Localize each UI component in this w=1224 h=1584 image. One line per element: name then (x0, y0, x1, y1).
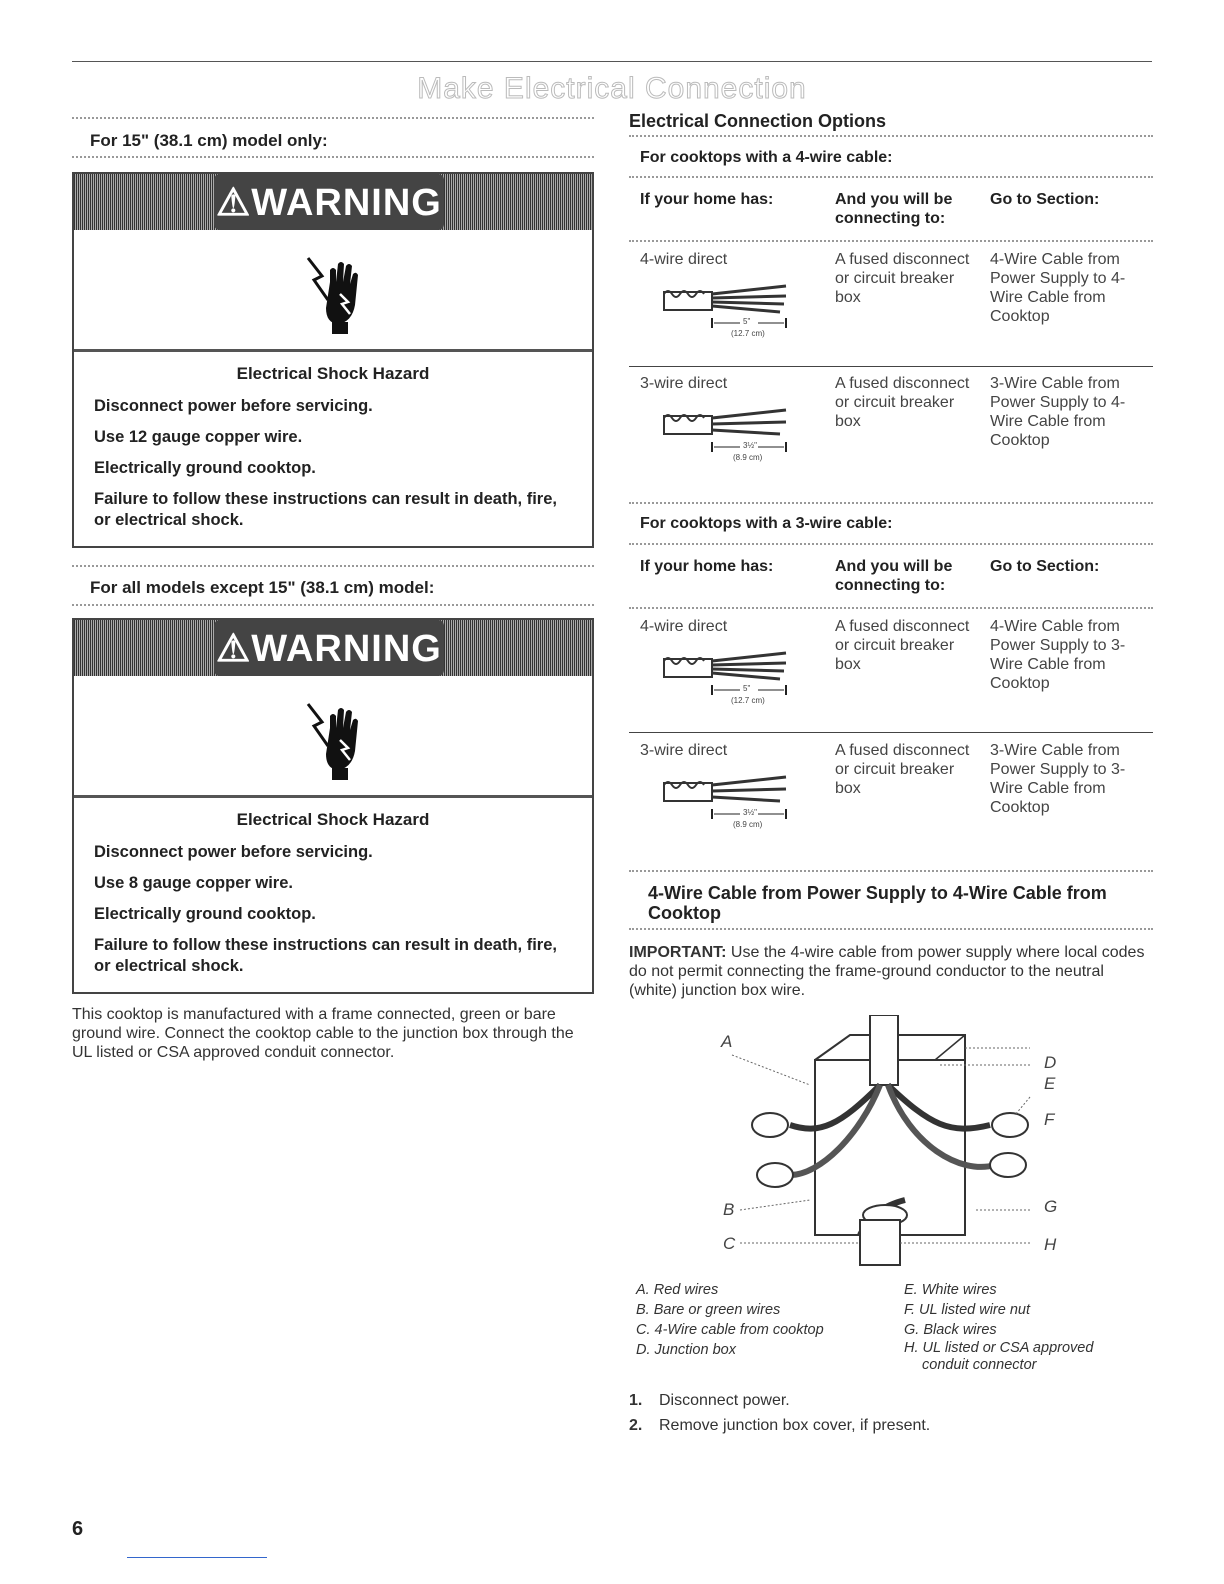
home-type: 4-wire direct (640, 251, 728, 268)
junction-box-diagram (710, 1015, 1070, 1270)
caption: E. White wires (904, 1282, 997, 1298)
col-header-home: If your home has: (640, 191, 774, 208)
footer-rule (127, 1557, 267, 1558)
top-rule (72, 61, 1152, 62)
dimension-inches: 3½" (743, 808, 757, 817)
subsection-heading: 4-Wire Cable from Power Supply to 4-Wire Cable from Cooktop (648, 883, 1107, 923)
section-heading-15in: For 15" (38.1 cm) model only: (90, 131, 328, 150)
caption: G. Black wires (904, 1322, 997, 1338)
go-to-section: 3-Wire Cable from Power Supply to 4-Wire Cable from Cooktop (990, 375, 1126, 449)
caption: A. Red wires (636, 1282, 719, 1298)
warning-label: ⚠WARNING (216, 628, 442, 670)
caption: D. Junction box (636, 1342, 736, 1358)
electric-shock-hand-icon (300, 696, 372, 786)
go-to-section: 4-Wire Cable from Power Supply to 3-Wire Cable from Cooktop (990, 618, 1126, 692)
warning-item: Failure to follow these instructions can result in death, fire, or electrical shock. (94, 490, 557, 529)
dimension-cm: (12.7 cm) (731, 329, 765, 338)
diagram-label-e: E (1044, 1074, 1056, 1093)
divider (72, 565, 594, 567)
four-wire-cable-heading: For cooktops with a 4-wire cable: (640, 149, 893, 166)
warning-item: Failure to follow these instructions can result in death, fire, or electrical shock. (94, 936, 557, 975)
diagram-label-c: C (723, 1234, 736, 1253)
diagram-label-a: A (721, 1032, 733, 1051)
diagram-label-b: B (723, 1200, 735, 1219)
dimension-cm: (8.9 cm) (733, 820, 763, 829)
warning-item: Disconnect power before servicing. (94, 843, 373, 861)
caption-list-left (636, 1280, 896, 1360)
home-type: 4-wire direct (640, 618, 728, 635)
warning-item: Electrically ground cooktop. (94, 459, 316, 477)
divider (629, 502, 1153, 504)
warning-item: Use 8 gauge copper wire. (94, 874, 293, 892)
warning-item: Use 12 gauge copper wire. (94, 428, 303, 446)
warning-box-15in (72, 172, 594, 548)
go-to-section: 4-Wire Cable from Power Supply to 4-Wire Cable from Cooktop (990, 251, 1126, 325)
connect-to: A fused disconnect or circuit breaker box (835, 251, 970, 306)
important-note: IMPORTANT: Use the 4-wire cable from power supply where local codes do not permit connecting the frame-ground conductor to the neutral (white) junction box wire. (629, 944, 1145, 999)
dimension-cm: (12.7 cm) (731, 696, 765, 705)
warning-item: Disconnect power before servicing. (94, 397, 373, 415)
col-header-home: If your home has: (640, 558, 774, 575)
wire-strip-illustration (660, 280, 800, 340)
connect-to: A fused disconnect or circuit breaker box (835, 742, 970, 797)
caption: F. UL listed wire nut (904, 1302, 1030, 1318)
divider (72, 604, 594, 606)
home-type: 3-wire direct (640, 375, 728, 392)
divider (629, 607, 1153, 609)
divider (629, 870, 1153, 872)
diagram-label-d: D (1044, 1053, 1057, 1072)
electric-shock-hand-icon (300, 250, 372, 340)
divider (629, 543, 1153, 545)
connect-to: A fused disconnect or circuit breaker box (835, 375, 970, 430)
dimension-inches: 5" (743, 317, 751, 326)
divider (72, 156, 594, 158)
divider (629, 928, 1153, 930)
dimension-inches: 3½" (743, 441, 757, 450)
hazard-title: Electrical Shock Hazard (236, 364, 430, 383)
divider (629, 240, 1153, 242)
col-header-connect: And you will be connecting to: (835, 191, 953, 227)
ground-wire-paragraph: This cooktop is manufactured with a frame connected, green or bare ground wire. Connect the cooktop cable to the junction box through the UL listed or CSA approved conduit connector. (72, 1006, 574, 1061)
warning-label: ⚠WARNING (216, 182, 442, 224)
warning-box-other-models (72, 618, 594, 994)
warning-item: Electrically ground cooktop. (94, 905, 316, 923)
col-header-connect: And you will be connecting to: (835, 558, 953, 594)
step: 2. Remove junction box cover, if present. (629, 1417, 931, 1434)
row-divider (629, 366, 1153, 367)
divider (629, 176, 1153, 178)
wire-strip-illustration (660, 647, 800, 707)
dimension-cm: (8.9 cm) (733, 453, 763, 462)
section-heading-other-models: For all models except 15" (38.1 cm) model: (90, 578, 435, 597)
divider (629, 135, 1153, 137)
row-divider (629, 732, 1153, 733)
wire-strip-illustration (660, 771, 800, 831)
col-header-section: Go to Section: (990, 558, 1100, 575)
diagram-label-g: G (1044, 1197, 1058, 1216)
wire-strip-illustration (660, 404, 800, 464)
dimension-inches: 5" (743, 684, 751, 693)
connect-to: A fused disconnect or circuit breaker box (835, 618, 970, 673)
go-to-section: 3-Wire Cable from Power Supply to 3-Wire Cable from Cooktop (990, 742, 1126, 816)
caption: B. Bare or green wires (636, 1302, 781, 1318)
page-title: Make Electrical Connection (417, 72, 807, 105)
hazard-title: Electrical Shock Hazard (236, 810, 430, 829)
three-wire-cable-heading: For cooktops with a 3-wire cable: (640, 515, 893, 532)
diagram-label-h: H (1044, 1235, 1057, 1254)
col-header-section: Go to Section: (990, 191, 1100, 208)
divider (72, 117, 594, 119)
home-type: 3-wire direct (640, 742, 728, 759)
connection-options-heading: Electrical Connection Options (629, 111, 887, 131)
caption-list-right (904, 1280, 1144, 1374)
caption: H. UL listed or CSA approved conduit connector (904, 1340, 1094, 1373)
page-number: 6 (72, 1518, 84, 1540)
diagram-label-f: F (1044, 1110, 1055, 1129)
caption: C. 4-Wire cable from cooktop (636, 1322, 824, 1338)
step: 1. Disconnect power. (629, 1392, 790, 1409)
